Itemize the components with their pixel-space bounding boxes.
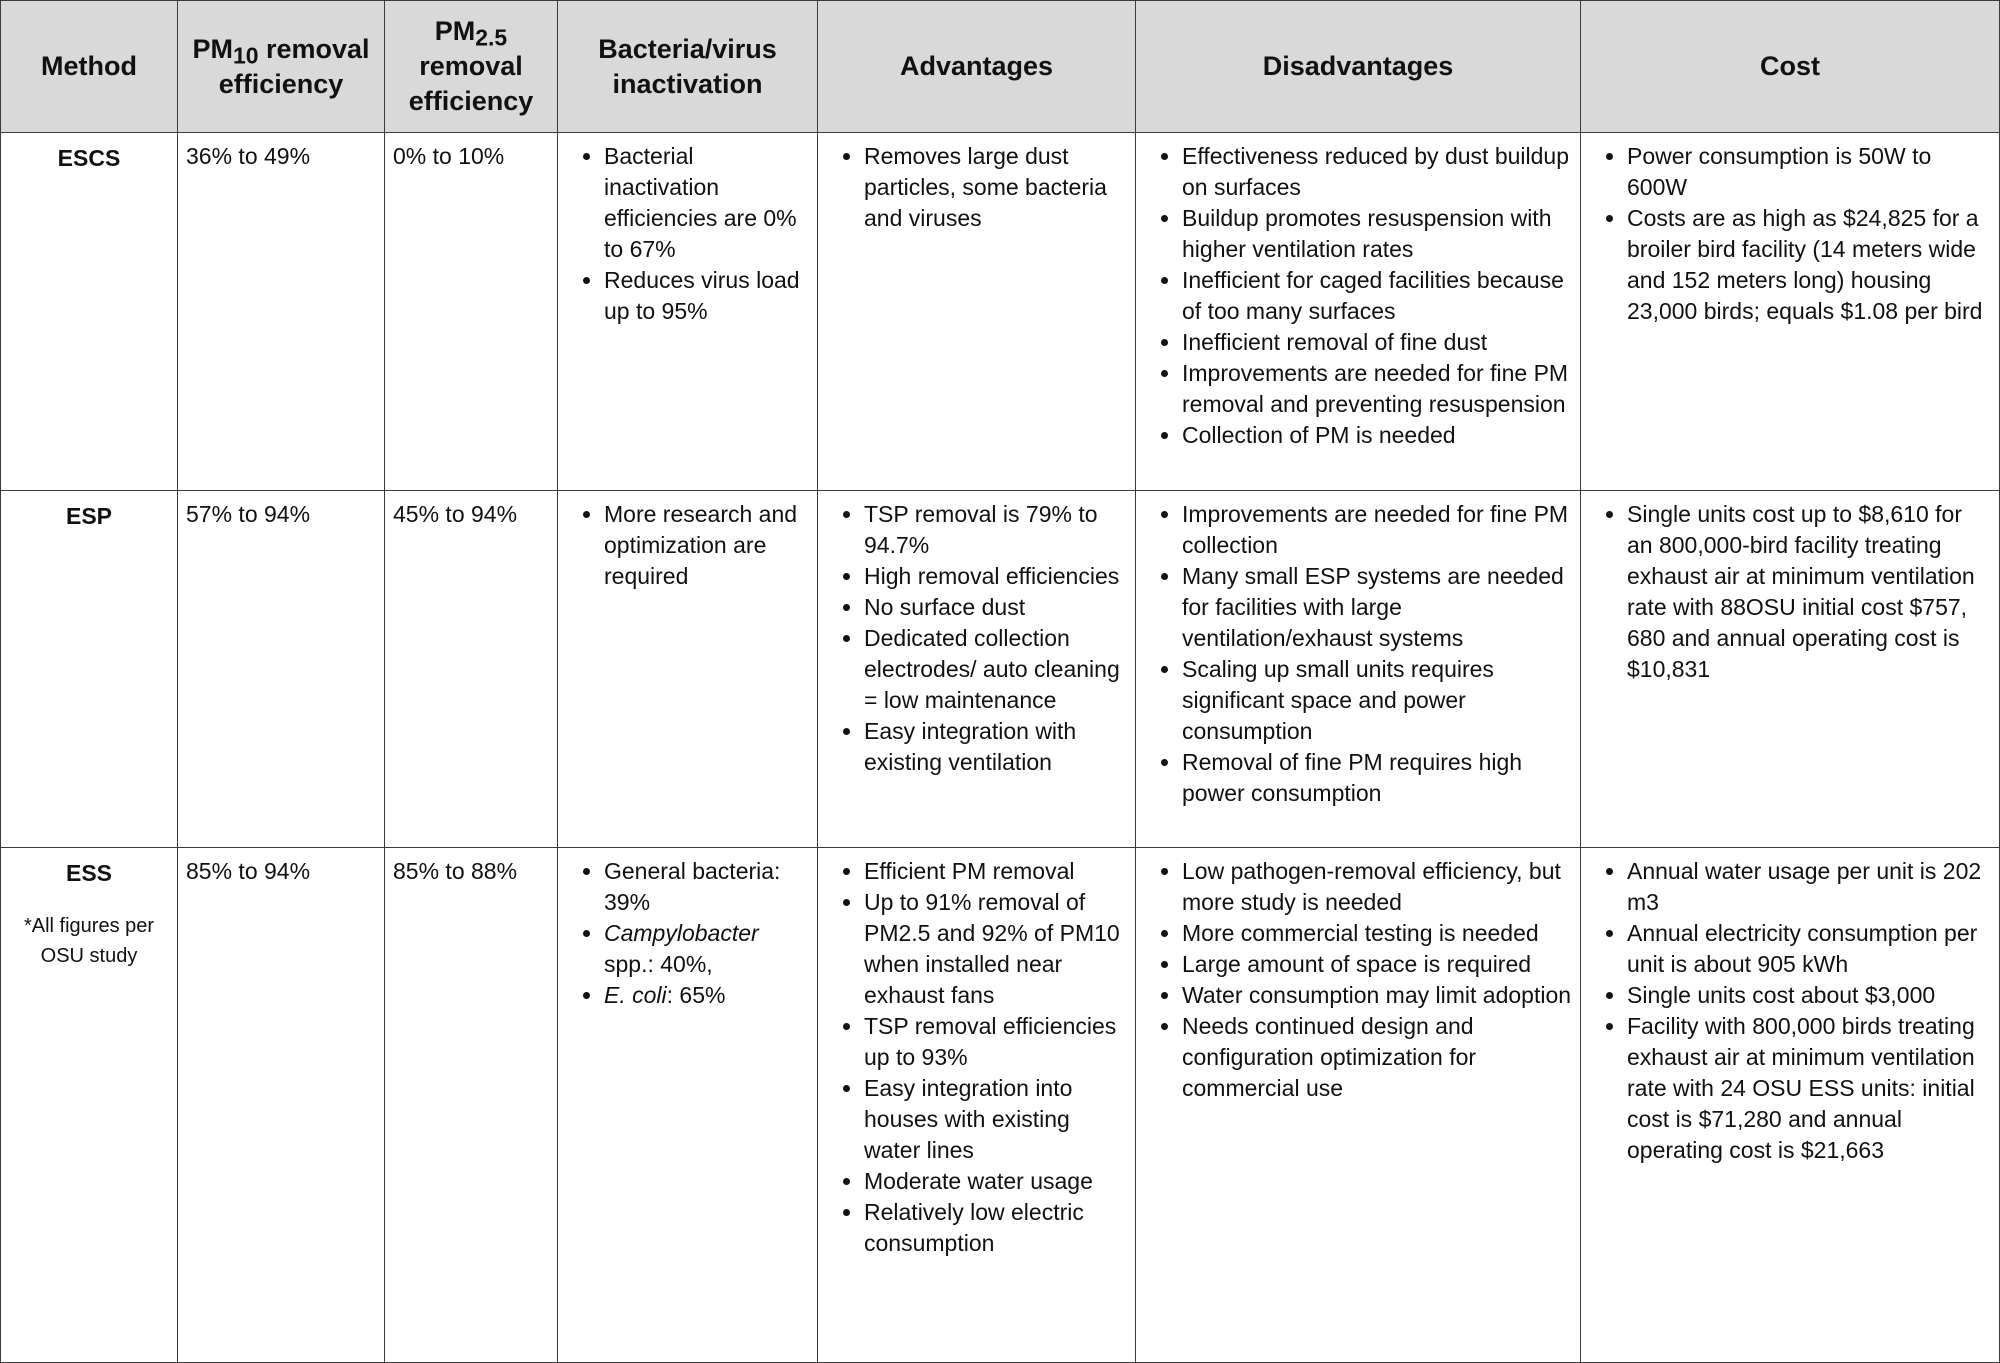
pm25-cell [385, 133, 558, 491]
disadvantages-list [1144, 499, 1572, 809]
species-value: spp.: 40%, [604, 951, 713, 977]
disadvantages-cell [1136, 133, 1581, 491]
bacteria-list [566, 856, 809, 1011]
list-item: • Many small ESP systems are needed for facilities with large ventilation/exhaust systems [1182, 561, 1572, 654]
advantages-cell [818, 491, 1136, 848]
advantages-list [826, 856, 1127, 1259]
pm25-subscript: 2.5 [475, 24, 508, 51]
cost-cell [1581, 848, 2000, 1363]
cost-list [1589, 499, 1991, 685]
pm10-cell [178, 491, 385, 848]
header-bacteria [558, 1, 818, 133]
list-item: • Dedicated collection electrodes/ auto cleaning = low maintenance [864, 623, 1127, 716]
list-item: • Moderate water usage [864, 1166, 1127, 1197]
cost-list [1589, 141, 1991, 327]
pm10-value: 36% to 49% [186, 143, 311, 169]
list-item: • Water consumption may limit adoption [1182, 980, 1572, 1011]
table-row-escs [1, 133, 2000, 491]
list-item: • Buildup promotes resuspension with higher ventilation rates [1182, 203, 1572, 265]
method-cell [1, 133, 178, 491]
cost-list [1589, 856, 1991, 1166]
list-item: • Annual electricity consumption per unit is about 905 kWh [1627, 918, 1991, 980]
pm25-value: 0% to 10% [393, 143, 505, 169]
list-item: • Needs continued design and configuration optimization for commercial use [1182, 1011, 1572, 1104]
advantages-list [826, 499, 1127, 778]
header-cost-label: Cost [1760, 51, 1820, 81]
list-item: • More research and optimization are required [604, 499, 809, 592]
list-item: • Single units cost up to $8,610 for an 800,000-bird facility treating exhaust air at minimum ventilation rate with 88OSU initial cost $757, 680 and annual operating cost is $10,831 [1627, 499, 1991, 685]
table-header [1, 1, 2000, 133]
header-advantages [818, 1, 1136, 133]
method-name: ESS [65, 860, 113, 886]
header-row [1, 1, 2000, 133]
list-item: • TSP removal is 79% to 94.7% [864, 499, 1127, 561]
list-item: • Facility with 800,000 birds treating exhaust air at minimum ventilation rate with 24 OSU ESS units: initial cost is $71,280 and annual operating cost is $21,663 [1627, 1011, 1991, 1166]
list-item: • High removal efficiencies [864, 561, 1127, 592]
list-item: • Removal of fine PM requires high power consumption [1182, 747, 1572, 809]
disadvantages-cell [1136, 848, 1581, 1363]
disadvantages-cell [1136, 491, 1581, 848]
list-item: • Improvements are needed for fine PM removal and preventing resuspension [1182, 358, 1572, 420]
header-disadvantages [1136, 1, 1581, 133]
list-item [604, 980, 809, 1011]
list-item: • Removes large dust particles, some bacteria and viruses [864, 141, 1127, 234]
list-item: • Improvements are needed for fine PM collection [1182, 499, 1572, 561]
advantages-cell [818, 848, 1136, 1363]
bacteria-cell [558, 133, 818, 491]
advantages-cell [818, 133, 1136, 491]
pm25-suffix: removal efficiency [408, 51, 534, 116]
header-disadvantages-label: Disadvantages [1262, 51, 1454, 81]
advantages-list [826, 141, 1127, 234]
bacteria-cell [558, 848, 818, 1363]
list-item: • Single units cost about $3,000 [1627, 980, 1991, 1011]
pm10-suffix: removal efficiency [218, 33, 370, 99]
species-name: Campylobacter [604, 920, 759, 946]
header-pm25 [385, 1, 558, 133]
list-item: • Power consumption is 50W to 600W [1627, 141, 1991, 203]
disadvantages-list [1144, 856, 1572, 1104]
list-item: • No surface dust [864, 592, 1127, 623]
method-footnote: *All figures per OSU study [23, 915, 155, 967]
list-item: • Reduces virus load up to 95% [604, 265, 809, 327]
pm10-prefix: PM [192, 33, 233, 64]
list-item: • Inefficient for caged facilities because of too many surfaces [1182, 265, 1572, 327]
cost-cell [1581, 491, 2000, 848]
pm10-cell [178, 848, 385, 1363]
list-item: • Bacterial inactivation efficiencies are 0% to 67% [604, 141, 809, 265]
list-item: • Collection of PM is needed [1182, 420, 1572, 451]
table-row-esp [1, 491, 2000, 848]
list-item: • Effectiveness reduced by dust buildup on surfaces [1182, 141, 1572, 203]
method-cell [1, 491, 178, 848]
header-cost [1581, 1, 2000, 133]
pm25-cell [385, 848, 558, 1363]
method-name: ESP [65, 503, 113, 529]
pm25-value: 85% to 88% [393, 858, 518, 884]
pm25-prefix: PM [434, 16, 476, 46]
disadvantages-list [1144, 141, 1572, 451]
list-item: • Easy integration into houses with existing water lines [864, 1073, 1127, 1166]
list-item: • Relatively low electric consumption [864, 1197, 1127, 1259]
list-item: • TSP removal efficiencies up to 93% [864, 1011, 1127, 1073]
list-item: • Easy integration with existing ventilation [864, 716, 1127, 778]
list-item: • Efficient PM removal [864, 856, 1127, 887]
bacteria-cell [558, 491, 818, 848]
list-item: • More commercial testing is needed [1182, 918, 1572, 949]
list-item: • Scaling up small units requires significant space and power consumption [1182, 654, 1572, 747]
pm25-value: 45% to 94% [393, 501, 518, 527]
pm25-cell [385, 491, 558, 848]
pm10-value: 85% to 94% [186, 858, 311, 884]
pm10-subscript: 10 [232, 42, 259, 69]
list-item: • Costs are as high as $24,825 for a broiler bird facility (14 meters wide and 152 meters long) housing 23,000 birds; equals $1.08 per bird [1627, 203, 1991, 327]
list-item: • Inefficient removal of fine dust [1182, 327, 1572, 358]
header-method [1, 1, 178, 133]
species-name: E. coli [604, 982, 667, 1008]
cost-cell [1581, 133, 2000, 491]
header-bacteria-label: Bacteria/virus inactivation [598, 33, 777, 99]
table-row-ess [1, 848, 2000, 1363]
list-item: • Annual water usage per unit is 202 m3 [1627, 856, 1991, 918]
bacteria-list [566, 141, 809, 327]
list-item: • General bacteria: 39% [604, 856, 809, 918]
header-method-label: Method [41, 51, 137, 81]
species-value: : 65% [666, 982, 726, 1008]
list-item: • Low pathogen-removal efficiency, but more study is needed [1182, 856, 1572, 918]
header-pm10 [178, 1, 385, 133]
table-body [1, 133, 2000, 1363]
pm10-cell [178, 133, 385, 491]
method-name: ESCS [57, 145, 121, 171]
pm10-value: 57% to 94% [186, 501, 311, 527]
bacteria-list [566, 499, 809, 592]
list-item: • Large amount of space is required [1182, 949, 1572, 980]
method-cell [1, 848, 178, 1363]
list-item: • Up to 91% removal of PM2.5 and 92% of PM10 when installed near exhaust fans [864, 887, 1127, 1011]
header-advantages-label: Advantages [899, 51, 1054, 81]
list-item [604, 918, 809, 980]
